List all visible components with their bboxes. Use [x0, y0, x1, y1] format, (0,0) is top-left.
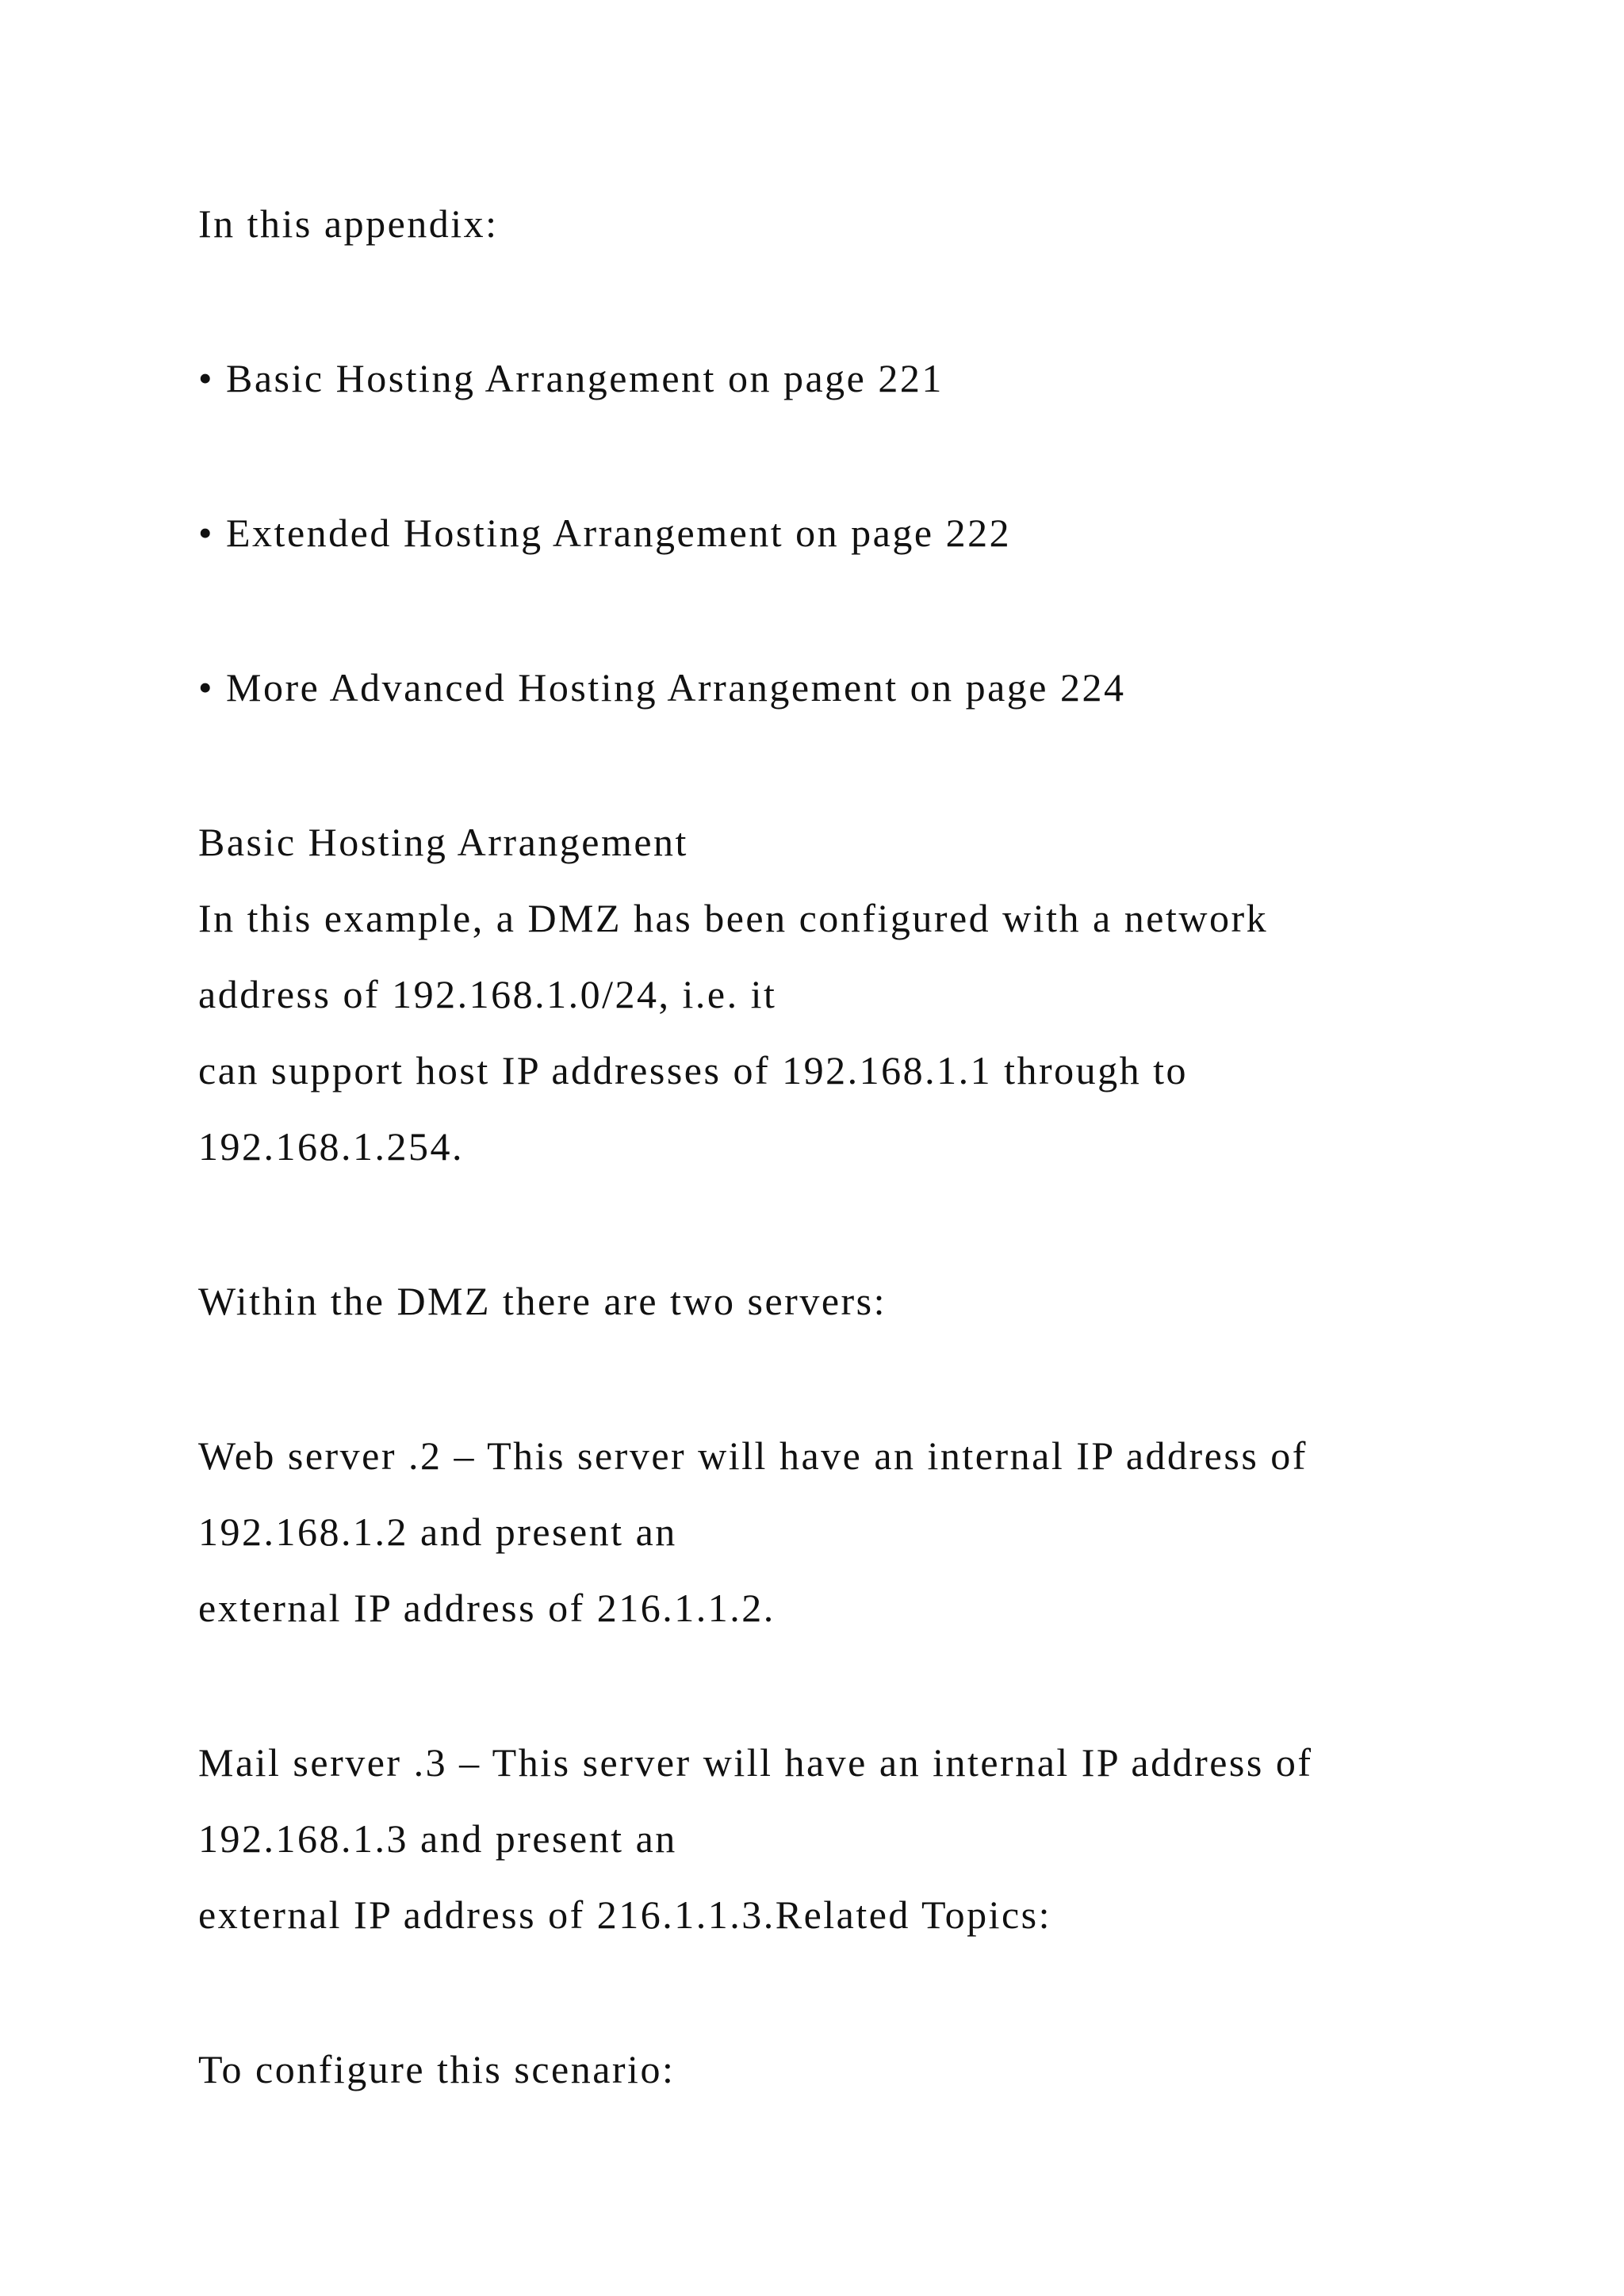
toc-item-advanced-hosting: • More Advanced Hosting Arrangement on page 224 — [198, 665, 1126, 710]
intro-text: In this appendix: — [198, 201, 499, 246]
paragraph-line: 192.168.1.254. — [198, 1124, 464, 1169]
paragraph-line: In this example, a DMZ has been configured with a network — [198, 896, 1269, 940]
mail-server-line: external IP address of 216.1.1.3.Related Topics: — [198, 1892, 1052, 1937]
toc-item-extended-hosting: • Extended Hosting Arrangement on page 222 — [198, 511, 1012, 555]
mail-server-line: 192.168.1.3 and present an — [198, 1816, 677, 1861]
web-server-line: Web server .2 – This server will have an internal IP address of — [198, 1433, 1308, 1478]
paragraph-line: can support host IP addresses of 192.168.1.1 through to — [198, 1048, 1189, 1093]
mail-server-line: Mail server .3 – This server will have an internal IP address of — [198, 1740, 1313, 1785]
configure-text: To configure this scenario: — [198, 2047, 676, 2091]
section-heading: Basic Hosting Arrangement — [198, 820, 688, 864]
servers-intro: Within the DMZ there are two servers: — [198, 1279, 887, 1323]
paragraph-line: address of 192.168.1.0/24, i.e. it — [198, 972, 777, 1016]
web-server-line: 192.168.1.2 and present an — [198, 1510, 677, 1554]
toc-item-basic-hosting: • Basic Hosting Arrangement on page 221 — [198, 356, 944, 400]
web-server-line: external IP address of 216.1.1.2. — [198, 1586, 776, 1630]
